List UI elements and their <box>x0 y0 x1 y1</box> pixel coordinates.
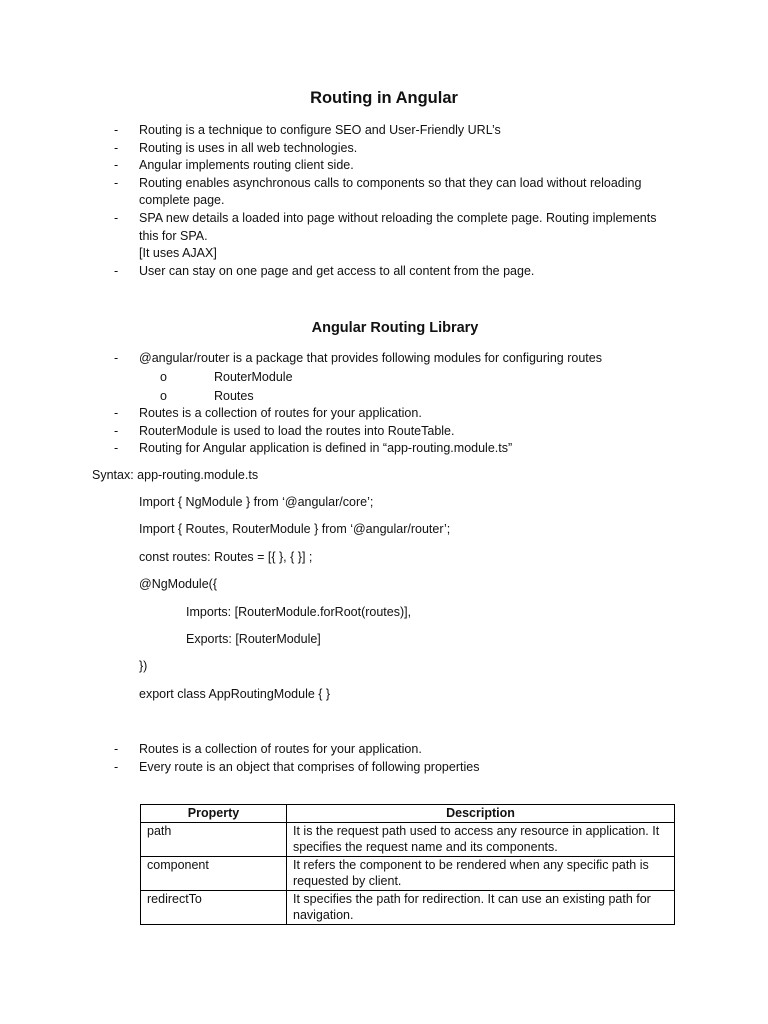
intro-bullet-list <box>0 122 679 280</box>
syntax-label: Syntax: app-routing.module.ts <box>92 468 259 482</box>
dash-bullet: - <box>114 158 119 173</box>
column-header-property: Property <box>141 805 287 823</box>
table-row <box>141 890 675 924</box>
module-sublist <box>0 368 293 405</box>
code-line: }) <box>139 659 148 673</box>
description-cell: It specifies the path for redirection. It can use an existing path for navigation. <box>287 890 675 924</box>
code-line: Imports: [RouterModule.forRoot(routes)], <box>186 605 412 619</box>
property-cell: path <box>141 822 287 856</box>
library-bullet-list-2 <box>0 405 739 458</box>
code-line: @NgModule({ <box>139 577 218 591</box>
list-item: - SPA new details a loaded into page without reloading the complete page. Routing implements this for SPA. [It uses AJAX] <box>114 210 657 261</box>
list-item: - RouterModule is used to load the routes into RouteTable. <box>0 423 739 441</box>
dash-bullet: - <box>114 123 119 137</box>
table-row <box>141 822 675 856</box>
property-cell: redirectTo <box>141 890 287 924</box>
route-bullet-list <box>0 741 679 776</box>
list-item: - Routing enables asynchronous calls to components so that they can load without reloading complete page. <box>114 175 642 208</box>
table-row <box>141 856 675 890</box>
ajax-note: [It uses AJAX] <box>139 246 217 261</box>
dash-bullet: - <box>114 175 119 190</box>
list-item: o RouterModule <box>0 368 293 387</box>
properties-table <box>140 804 675 925</box>
section-title: Angular Routing Library <box>311 320 479 336</box>
library-bullet-list <box>0 350 739 368</box>
list-item: - @angular/router is a package that provides following modules for configuring routes <box>0 350 739 368</box>
circle-bullet: o <box>160 388 167 403</box>
list-item: - Routing for Angular application is defined in “app-routing.module.ts” <box>0 440 739 458</box>
dash-bullet: - <box>114 263 119 278</box>
code-line: Import { NgModule } from ‘@angular/core’; <box>139 495 374 509</box>
list-item: - Routes is a collection of routes for your application. <box>0 405 739 423</box>
list-item: - Routing is a technique to configure SEO and User-Friendly URL’s <box>0 122 679 140</box>
code-line: Exports: [RouterModule] <box>186 632 321 646</box>
dash-bullet: - <box>114 742 119 756</box>
description-cell: It refers the component to be rendered when any specific path is requested by client. <box>287 856 675 890</box>
dash-bullet: - <box>114 441 119 456</box>
dash-bullet: - <box>114 423 119 438</box>
list-item: - Routing is uses in all web technologies. <box>0 140 679 158</box>
list-item: - Every route is an object that comprises of following properties <box>0 759 679 777</box>
list-item: - User can stay on one page and get access to all content from the page. <box>0 263 679 281</box>
property-cell: component <box>141 856 287 890</box>
column-header-description: Description <box>287 805 675 823</box>
dash-bullet: - <box>114 140 119 155</box>
list-item: - Routes is a collection of routes for your application. <box>0 741 679 759</box>
list-item: - Angular implements routing client side. <box>0 157 679 175</box>
code-line: export class AppRoutingModule { } <box>139 687 331 701</box>
code-line: const routes: Routes = [{ }, { }] ; <box>139 550 313 564</box>
dash-bullet: - <box>114 759 119 774</box>
circle-bullet: o <box>160 370 167 384</box>
dash-bullet: - <box>114 406 119 420</box>
page-title: Routing in Angular <box>310 89 458 107</box>
list-item: o Routes <box>0 387 293 406</box>
description-cell: It is the request path used to access any resource in application. It specifies the request name and its components. <box>287 822 675 856</box>
table-header-row <box>141 805 675 823</box>
dash-bullet: - <box>114 351 119 365</box>
dash-bullet: - <box>114 210 119 225</box>
code-line: Import { Routes, RouterModule } from ‘@angular/router’; <box>139 522 451 536</box>
